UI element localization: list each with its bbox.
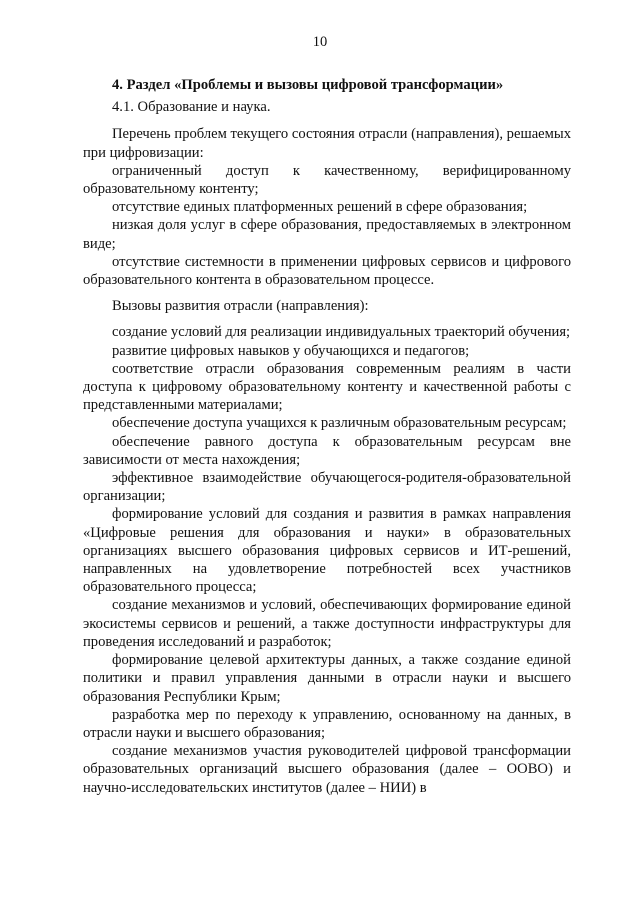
challenge-item: обеспечение равного доступа к образовательным ресурсам вне зависимости от места нахождения; xyxy=(83,433,571,468)
challenge-item: соответствие отрасли образования современным реалиям в части доступа к цифровому образовательному контенту и качественной работы с представленными материалами; xyxy=(83,360,571,414)
problem-item: отсутствие системности в применении цифровых сервисов и цифрового образовательного контента в образовательном процессе. xyxy=(83,253,571,289)
challenges-intro: Вызовы развития отрасли (направления): xyxy=(112,298,369,315)
problem-item: низкая доля услуг в сфере образования, предоставляемых в электронном виде; xyxy=(83,217,571,252)
subsection-title: 4.1. Образование и наука. xyxy=(112,99,271,116)
problem-item: отсутствие единых платформенных решений в сфере образования; xyxy=(112,199,528,216)
challenge-item: развитие цифровых навыков у обучающихся и педагогов; xyxy=(112,342,470,359)
problems-intro: Перечень проблем текущего состояния отрасли (направления), решаемых при цифровизации: xyxy=(83,126,571,161)
problem-item: ограниченный доступ к качественному, верифицированному образовательному контенту; xyxy=(83,162,571,198)
challenge-item: создание условий для реализации индивидуальных траекторий обучения; xyxy=(112,324,571,341)
problems-section xyxy=(83,125,571,289)
challenge-item: эффективное взаимодействие обучающегося-родителя-образовательной организации; xyxy=(83,470,571,505)
challenges-section xyxy=(83,297,571,796)
challenge-item: формирование условий для создания и развития в рамках направления «Цифровые решения для образования и науки» в образовательных организациях высшего образования цифровых сервисов и ИТ-решений, направленных на удовлетворение потребностей всех участников образовательного процесса; xyxy=(83,506,571,596)
challenge-item: формирование целевой архитектуры данных, а также создание единой политики и правил управления данными в отрасли науки и высшего образования Республики Крым; xyxy=(83,652,571,705)
challenge-item: разработка мер по переходу к управлению, основанному на данных, в отрасли науки и высшего образования; xyxy=(83,706,571,741)
challenge-item: создание механизмов и условий, обеспечивающих формирование единой экосистемы сервисов и решений, а также доступности инфраструктуры для проведения исследований и разработок; xyxy=(83,597,571,650)
challenge-item: обеспечение доступа учащихся к различным образовательным ресурсам; xyxy=(112,415,567,432)
challenge-item: создание механизмов участия руководителей цифровой трансформации образовательных организаций высшего образования (далее – ООВО) и научно-исследовательских институтов (далее – НИИ) в xyxy=(83,743,571,796)
section-title: 4. Раздел «Проблемы и вызовы цифровой трансформации» xyxy=(112,77,504,93)
page-number: 10 xyxy=(312,34,328,50)
page-content xyxy=(83,76,571,797)
